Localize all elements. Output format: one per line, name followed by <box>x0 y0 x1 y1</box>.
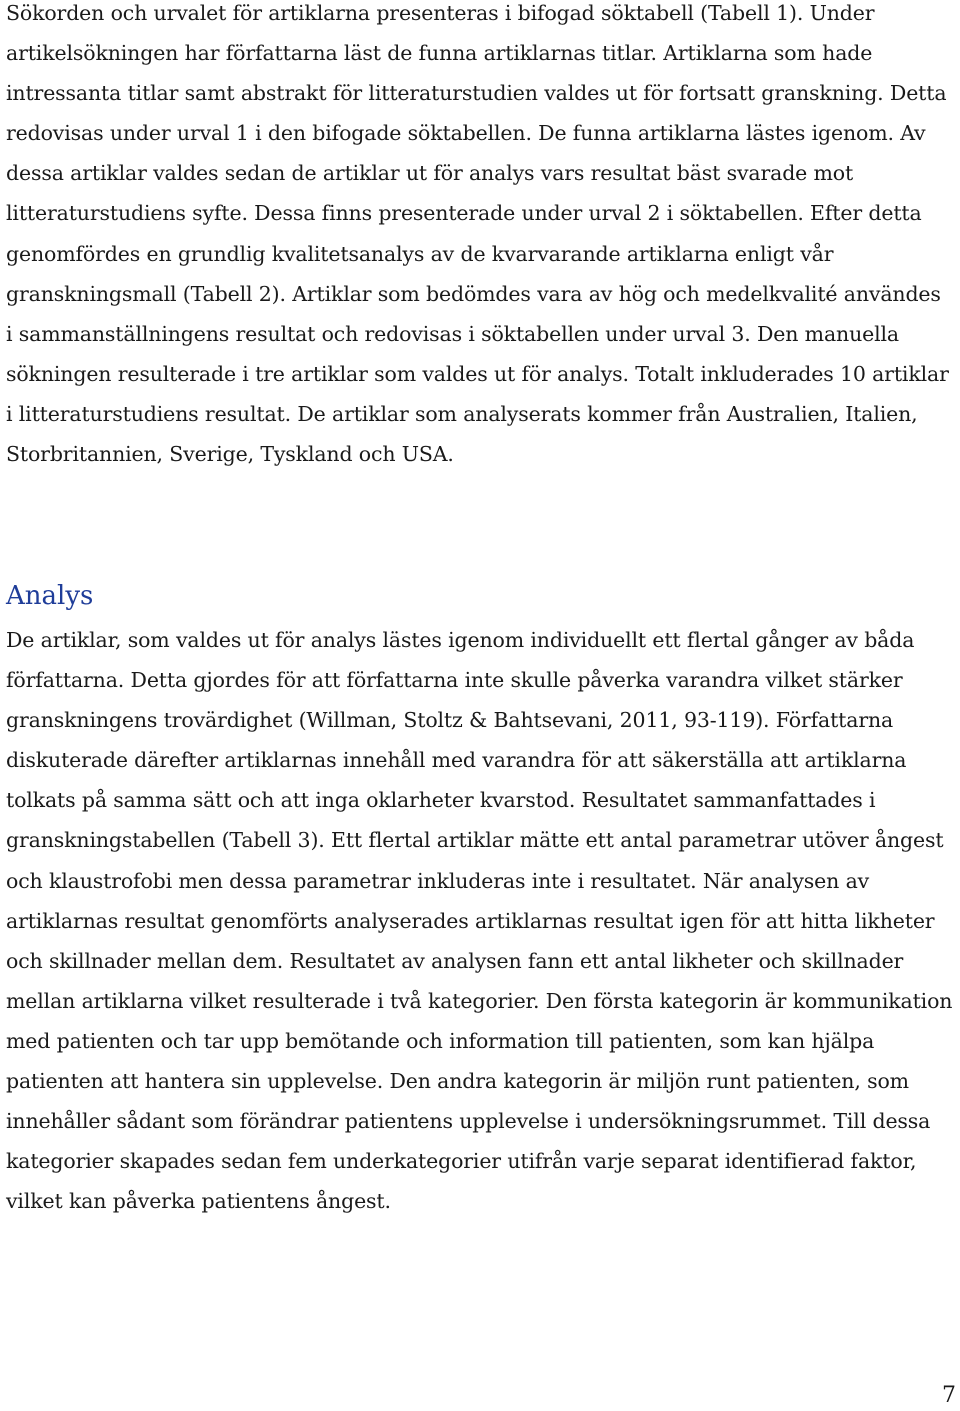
document-page <box>6 0 956 1214</box>
text-line: granskningsmall (Tabell 2). Artiklar som bedömdes vara av hög och medelkvalité användes <box>6 281 941 306</box>
text-line: mellan artiklarna vilket resulterade i två kategorier. Den första kategorin är kommunikation <box>6 988 953 1013</box>
text-line: Sökorden och urvalet för artiklarna presenteras i bifogad söktabell (Tabell 1). Under <box>6 1 875 25</box>
text-line: kategorier skapades sedan fem underkategorier utifrån varje separat identifierad faktor, <box>6 1149 917 1174</box>
text-line: artiklarnas resultat genomförts analyserades artiklarnas resultat igen för att hitta likheter <box>6 908 935 933</box>
page-number: 7 <box>942 1383 956 1408</box>
text-line: med patienten och tar upp bemötande och information till patienten, som kan hjälpa <box>6 1028 875 1053</box>
text-line: författarna. Detta gjordes för att författarna inte skulle påverka varandra vilket stärker <box>6 668 903 693</box>
text-line: De artiklar, som valdes ut för analys lästes igenom individuellt ett flertal gånger av båda <box>6 628 915 652</box>
text-line: artikelsökningen har författarna läst de funna artiklarnas titlar. Artiklarna som hade <box>6 41 873 66</box>
text-line: och skillnader mellan dem. Resultatet av analysen fann ett antal likheter och skillnader <box>6 948 904 973</box>
text-line: sökningen resulterade i tre artiklar som valdes ut för analys. Totalt inkluderades 10 artiklar <box>6 361 949 386</box>
analys-paragraph <box>6 620 952 1221</box>
intro-paragraph <box>6 0 956 474</box>
text-line: granskningens trovärdighet (Willman, Stoltz & Bahtsevani, 2011, 93-119). Författarna <box>6 708 894 733</box>
text-line: och klaustrofobi men dessa parametrar inkluderas inte i resultatet. När analysen av <box>6 868 870 893</box>
text-line: dessa artiklar valdes sedan de artiklar ut för analys vars resultat bäst svarade mot <box>6 161 854 186</box>
text-line: patienten att hantera sin upplevelse. Den andra kategorin är miljön runt patienten, som <box>6 1069 909 1094</box>
text-line: redovisas under urval 1 i den bifogade söktabellen. De funna artiklarna lästes igenom. Av <box>6 121 926 146</box>
section-heading-analys: Analys <box>6 581 94 611</box>
text-line: i litteraturstudiens resultat. De artiklar som analyserats kommer från Australien, Italien, <box>6 401 918 426</box>
text-line: diskuterade därefter artiklarnas innehåll med varandra för att säkerställa att artiklarna <box>6 748 907 773</box>
text-line: tolkats på samma sätt och att inga oklarheter kvarstod. Resultatet sammanfattades i <box>6 788 876 813</box>
text-line: litteraturstudiens syfte. Dessa finns presenterade under urval 2 i söktabellen. Efter detta <box>6 201 922 226</box>
text-line: i sammanställningens resultat och redovisas i söktabellen under urval 3. Den manuella <box>6 321 899 346</box>
text-line: granskningstabellen (Tabell 3). Ett flertal artiklar mätte ett antal parametrar utöver ångest <box>6 828 944 853</box>
text-line: vilket kan påverka patientens ångest. <box>6 1189 391 1214</box>
text-line: intressanta titlar samt abstrakt för litteraturstudien valdes ut för fortsatt granskning. Detta <box>6 81 947 106</box>
text-line: innehåller sådant som förändrar patientens upplevelse i undersökningsrummet. Till dessa <box>6 1109 931 1134</box>
text-line: Storbritannien, Sverige, Tyskland och USA. <box>6 442 454 467</box>
text-line: genomfördes en grundlig kvalitetsanalys av de kvarvarande artiklarna enligt vår <box>6 241 834 266</box>
